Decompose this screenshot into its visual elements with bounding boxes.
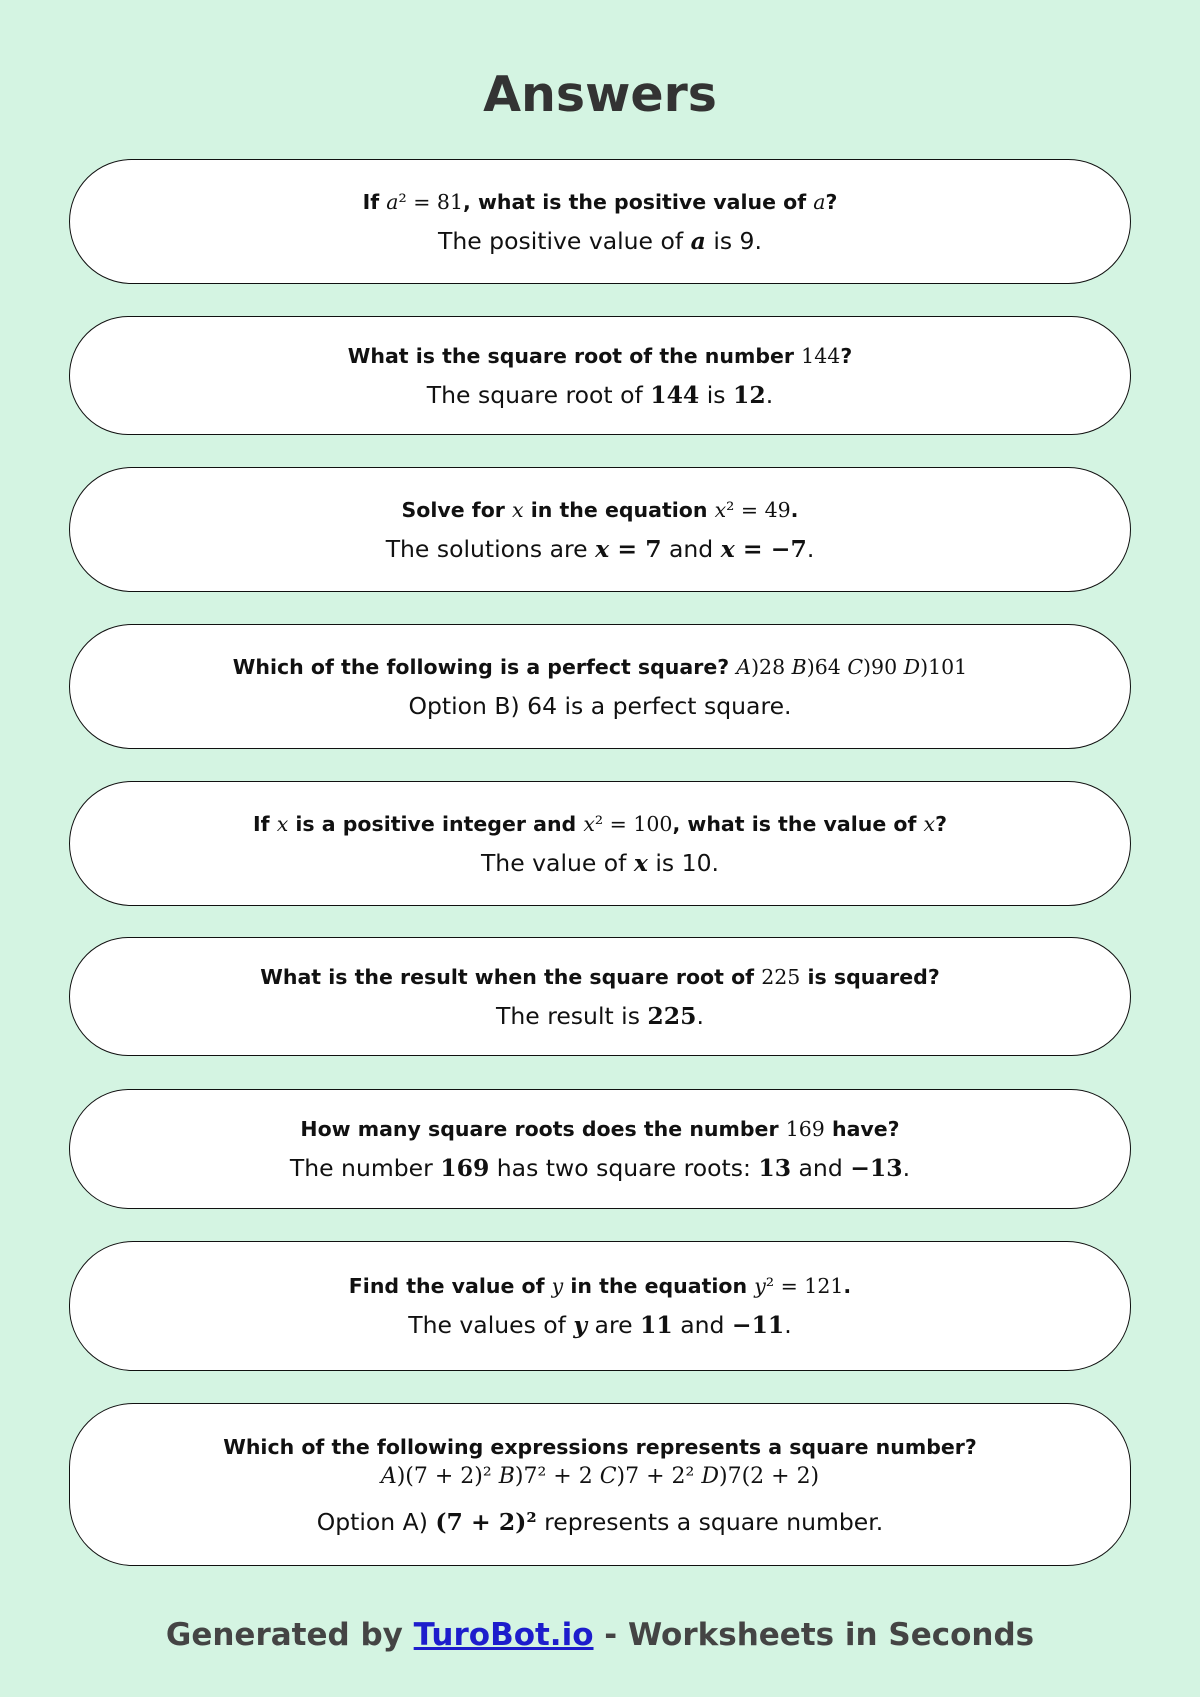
text-run: represents a square number.	[536, 1507, 884, 1536]
math-expression: (7 + 2)²	[435, 1507, 537, 1536]
text-run: ?	[825, 189, 838, 214]
text-run: Find the value of	[348, 1274, 552, 1298]
math-variable: a	[690, 226, 706, 255]
answer-text	[290, 1152, 910, 1184]
answer-text	[408, 1309, 792, 1341]
text-run: The positive value of	[438, 226, 691, 255]
question-text	[223, 1432, 977, 1462]
answer-card	[69, 159, 1131, 284]
math-expression: )7² + 2	[514, 1463, 600, 1489]
text-run: Option B) 64 is a perfect square.	[408, 691, 792, 720]
math-variable: x	[595, 534, 610, 563]
text-run: The solutions are	[385, 534, 596, 563]
math-expression: −13	[850, 1154, 903, 1182]
answer-card	[69, 1089, 1131, 1209]
math-variable: x	[714, 497, 727, 522]
text-run: The number	[289, 1154, 441, 1182]
text-run: , what is the positive value of	[463, 189, 814, 214]
text-run: What is the result when the square root of	[260, 964, 762, 989]
footer-prefix: Generated by	[165, 1617, 414, 1653]
text-run: .	[806, 534, 815, 563]
text-run: Which of the following is a perfect square?	[232, 654, 737, 679]
question-text	[233, 652, 967, 682]
text-run: is a positive integer and	[288, 811, 584, 836]
turobot-link[interactable]: TuroBot.io	[413, 1617, 594, 1653]
answer-text	[438, 225, 762, 257]
math-expression: 144	[801, 343, 841, 368]
math-variable: A	[380, 1463, 397, 1489]
math-expression: 11	[640, 1311, 673, 1339]
math-expression: = 7	[609, 534, 662, 563]
math-variable: x	[512, 497, 524, 522]
footer	[0, 1617, 1200, 1653]
math-variable: x	[923, 811, 936, 836]
text-run: .	[790, 497, 799, 522]
math-variable: C	[599, 1463, 617, 1489]
math-variable: y	[573, 1311, 588, 1339]
math-expression: )101	[920, 654, 968, 679]
math-expression: 12	[733, 380, 766, 409]
question-text	[348, 341, 852, 371]
answer-card	[69, 781, 1131, 906]
text-run: is 9.	[705, 226, 762, 255]
math-expression: 169	[785, 1117, 825, 1141]
answer-text	[481, 847, 719, 879]
answer-text	[496, 1000, 704, 1032]
answer-text	[317, 1506, 883, 1538]
math-variable: y	[754, 1274, 766, 1298]
text-run: How many square roots does the number	[300, 1117, 786, 1141]
footer-suffix: - Worksheets in Seconds	[593, 1617, 1035, 1653]
text-run: in the equation	[523, 497, 715, 522]
math-expression: )28	[751, 654, 792, 679]
text-run: are	[587, 1311, 641, 1339]
math-variable: B	[791, 654, 807, 679]
text-run: has two square roots:	[489, 1154, 759, 1182]
math-expression: 225	[761, 964, 801, 989]
question-text	[260, 962, 940, 992]
math-variable: x	[633, 848, 648, 877]
math-expression: )7(2 + 2)	[718, 1463, 820, 1489]
math-expression: )90	[863, 654, 904, 679]
math-variable: a	[813, 189, 826, 214]
question-text	[402, 495, 799, 525]
math-expression: 144	[650, 380, 700, 409]
math-expression: 13	[758, 1154, 792, 1182]
text-run: is squared?	[800, 964, 940, 989]
text-run: If	[253, 811, 277, 836]
answer-card	[69, 1241, 1131, 1371]
answer-text	[427, 379, 773, 411]
answer-text	[386, 533, 815, 565]
math-expression: = −7	[734, 534, 807, 563]
math-expression: 225	[647, 1001, 697, 1030]
text-run: .	[843, 1274, 852, 1298]
page-title: Answers	[483, 66, 717, 123]
text-run: is 10.	[647, 848, 720, 877]
text-run: and	[791, 1154, 851, 1182]
question-text	[349, 1271, 851, 1301]
text-run: have?	[824, 1117, 900, 1141]
text-run: The values of	[408, 1311, 574, 1339]
math-expression: ² = 100	[594, 811, 673, 836]
answer-card	[69, 467, 1131, 592]
text-run: .	[696, 1001, 704, 1030]
math-expression: )64	[806, 654, 848, 679]
text-run: and	[661, 534, 721, 563]
math-variable: B	[498, 1463, 515, 1489]
text-run: The value of	[480, 848, 634, 877]
text-run: ?	[840, 343, 853, 368]
math-variable: D	[903, 654, 921, 679]
math-expression: ² = 49	[726, 497, 791, 522]
text-run: is	[699, 380, 733, 409]
answer-card	[69, 624, 1131, 749]
text-run: Option A)	[316, 1507, 436, 1536]
question-text	[253, 809, 947, 839]
math-variable: x	[276, 811, 289, 836]
math-expression: 169	[440, 1154, 490, 1182]
text-run: What is the square root of the number	[347, 343, 802, 368]
text-run: .	[765, 380, 774, 409]
text-run: , what is the value of	[672, 811, 924, 836]
math-variable: C	[847, 654, 864, 679]
text-run: in the equation	[563, 1274, 755, 1298]
math-variable: x	[583, 811, 595, 836]
text-run: ?	[935, 811, 947, 836]
text-run: Solve for	[401, 497, 513, 522]
math-expression: −11	[731, 1311, 785, 1339]
text-run: The square root of	[426, 380, 651, 409]
text-run: .	[784, 1311, 792, 1339]
math-expression: )(7 + 2)²	[396, 1463, 499, 1489]
math-expression: ² = 121	[765, 1274, 844, 1298]
text-run: and	[672, 1311, 732, 1339]
math-variable: x	[720, 534, 735, 563]
answer-card	[69, 316, 1131, 435]
text-run: The result is	[496, 1001, 648, 1030]
math-variable: y	[551, 1274, 564, 1298]
math-variable: a	[386, 189, 399, 214]
math-expression: )7 + 2²	[616, 1463, 702, 1489]
answer-card	[69, 937, 1131, 1056]
math-expression: ² = 81	[398, 189, 464, 214]
question-text	[300, 1114, 899, 1144]
question-text	[363, 187, 838, 217]
answer-card	[69, 1403, 1131, 1566]
answer-text	[408, 690, 791, 722]
text-run: .	[902, 1154, 911, 1182]
text-run: If	[362, 189, 387, 214]
math-variable: D	[701, 1463, 719, 1489]
question-options	[381, 1462, 819, 1492]
math-variable: A	[736, 654, 752, 679]
text-run: Which of the following expressions represents a square number?	[223, 1434, 977, 1459]
